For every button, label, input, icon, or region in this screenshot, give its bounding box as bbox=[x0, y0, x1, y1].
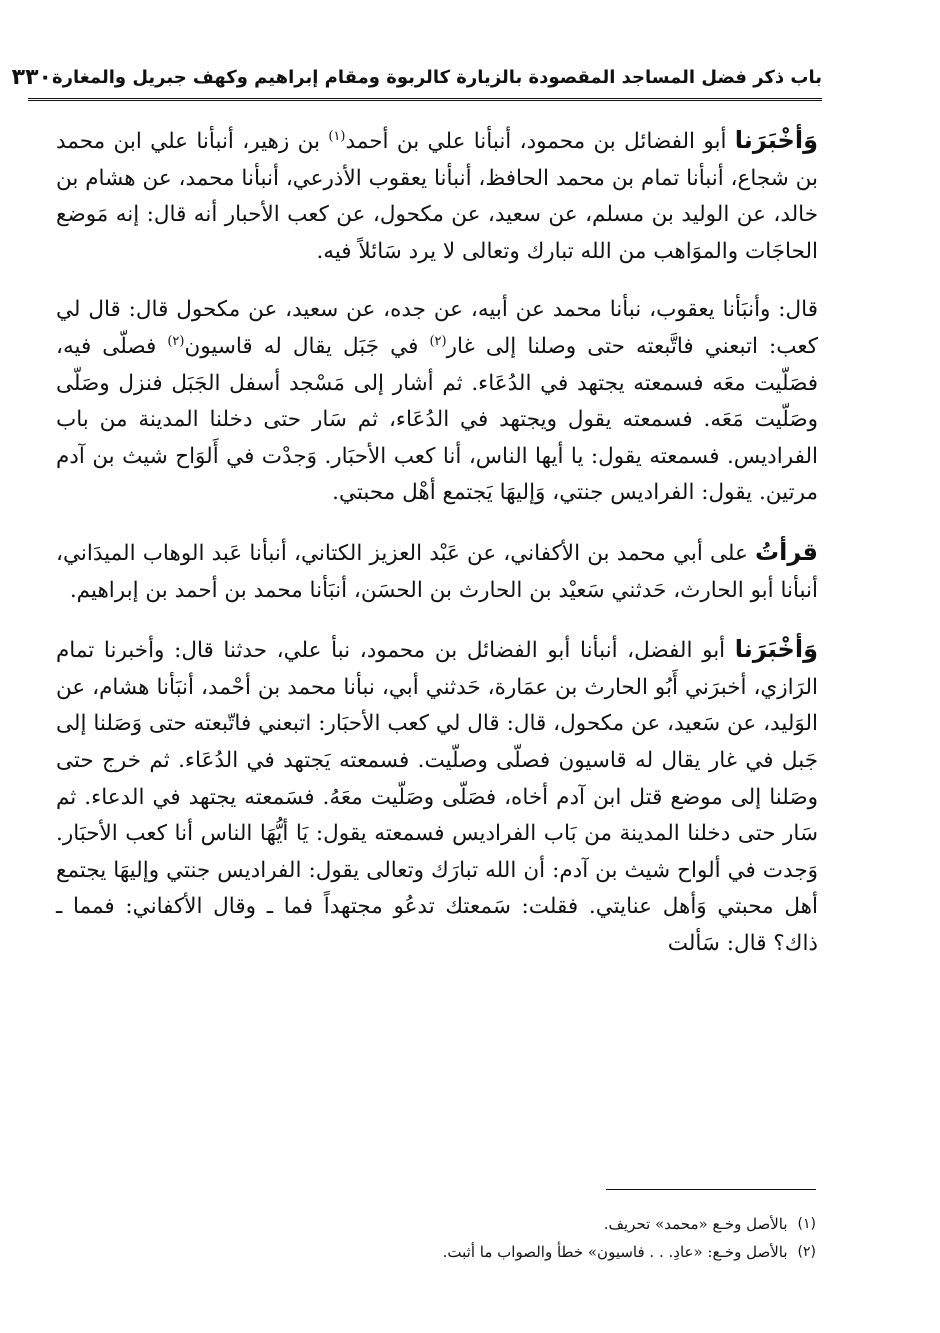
paragraph-1 bbox=[56, 122, 818, 270]
paragraph-text: أبو الفضائل بن محمود، أنبأنا علي بن أحمد bbox=[345, 129, 735, 154]
paragraph-4 bbox=[56, 631, 818, 962]
footnote-ref: (٢) bbox=[429, 333, 447, 349]
footnote-2 bbox=[200, 1238, 816, 1266]
paragraph-lead: وَأخْبَرَنا bbox=[734, 126, 818, 154]
paragraph-2 bbox=[56, 292, 818, 512]
footnotes bbox=[200, 1210, 816, 1266]
paragraph-lead: وَأخْبَرَنا bbox=[734, 635, 818, 664]
paragraph-3 bbox=[56, 534, 818, 609]
paragraph-text: في جَبَل يقال له قاسيون bbox=[184, 333, 430, 359]
paragraph-lead: قرأتُ bbox=[755, 537, 818, 566]
footnote-ref: (٢) bbox=[167, 333, 185, 349]
footnote-ref: (١) bbox=[328, 128, 346, 144]
footnote-text: بالأصل وخـع «محمد» تحريف. bbox=[603, 1215, 788, 1233]
main-text bbox=[56, 122, 818, 984]
paragraph-text: أبو الفضل، أنبأنا أبو الفضائل بن محمود، نبأ علي، حدثنا قال: وأخبرنا تمام الرَازي، أخبرَني أَبُو الحارث بن عمَارة، حَدثني أبي، نبأنا محمد بن أحْمد، أنبَأنا هشام، عن الوَليد، عن سَعيد، عن مكحول، قال: قال لي كعب الأحبَار: اتبعني فاتّبعته حتى وَصَلنا إلى جَبل في غار يقال له قاسيون فصلّى وصلّيت. فسمعته يَجتهد في الدُعَاء. ثم خرج حتى وصَلنا إلى موضع قتل ابن آدم أخاه، فصَلّى وصَلّيت معَهُ. فسَمعته يجتهد في الدعاء. ثم سَار حتى دخلنا المدينة من بَاب الفراديس فسمعته يقول: يَا أيُّهَا الناس أنا كعب الأحبَار. وَجدت في ألواح شيث بن آدم: أن الله تبارَك وتعالى يقول: الفراديس جنتي وإليهَا يجتمع أهل محبتي وَأهل عنايتي. فقلت: سَمعتك تدعُو مجتهداً فما ـ وقال الأكفاني: فمما ـ ذاك؟ قال: سَألت bbox=[56, 638, 818, 956]
paragraph-text: قال: وأنبَأنا يعقوب، نبأنا محمد عن أبيه، عن جده، عن سعيد، عن مكحول قال: قال لي كعب: اتبعني فاتَّبعته حتى وصلنا إلى غار bbox=[56, 297, 818, 359]
page-number: ٣٣٠ bbox=[11, 64, 52, 90]
chapter-title: باب ذكر فضل المساجد المقصودة بالزيارة كالربوة ومقام إبراهيم وكهف جبريل والمغارة bbox=[51, 66, 822, 88]
running-header bbox=[11, 56, 822, 101]
footnote-number: (١) bbox=[797, 1216, 816, 1232]
footnote-1 bbox=[200, 1210, 816, 1238]
footnote-divider bbox=[606, 1189, 816, 1190]
paragraph-text: فصلّى فيه، فصَلّيت معَه فسمعته يجتهد في الدُعَاء. ثم أشار إلى مَسْجد أسفل الجَبَل فنزل وصَلّى وصَلّيت مَعَه. فسمعته يقول ويجتهد في الدُعَاء، ثم سَار حتى دخلنا المدينة من باب الفراديس. فسمعته يقول: يا أيها الناس، أنا كعب الأحبَار. وَجدْت في أَلوَاح شيث بن آدم مرتين. يقول: الفراديس جنتي، وَإليهَا يَجتمع أهْل محبتي. bbox=[56, 333, 818, 506]
paragraph-text: بن زهير، أنبأنا علي ابن محمد بن شجاع، أنبأنا تمام بن محمد الحافظ، أنبأنا يعقوب الأذرعي، أنبأنا محمد، عن هشام بن خالد، عن الوليد بن مسلم، عن سعيد، عن مكحول، عن كعب الأحبار أنه قال: إنه مَوضع الحاجَات والموَاهب من الله تبارك وتعالى لا يرد سَائلاً فيه. bbox=[56, 129, 818, 264]
footnote-number: (٢) bbox=[797, 1244, 816, 1260]
paragraph-text: على أبي محمد بن الأكفاني، عن عَبْد العزيز الكتاني، أنبأنا عَبد الوهاب الميدَاني، أنبأنا أبو الحارث، حَدثني سَعيْد بن الحارث بن الحسَن، أنبَأنا محمد بن أحمد بن إبراهيم. bbox=[56, 540, 818, 603]
footnote-text: بالأصل وخـع: «عادِ. . . فاسيون» خطأ والصواب ما أثبت. bbox=[442, 1243, 788, 1261]
